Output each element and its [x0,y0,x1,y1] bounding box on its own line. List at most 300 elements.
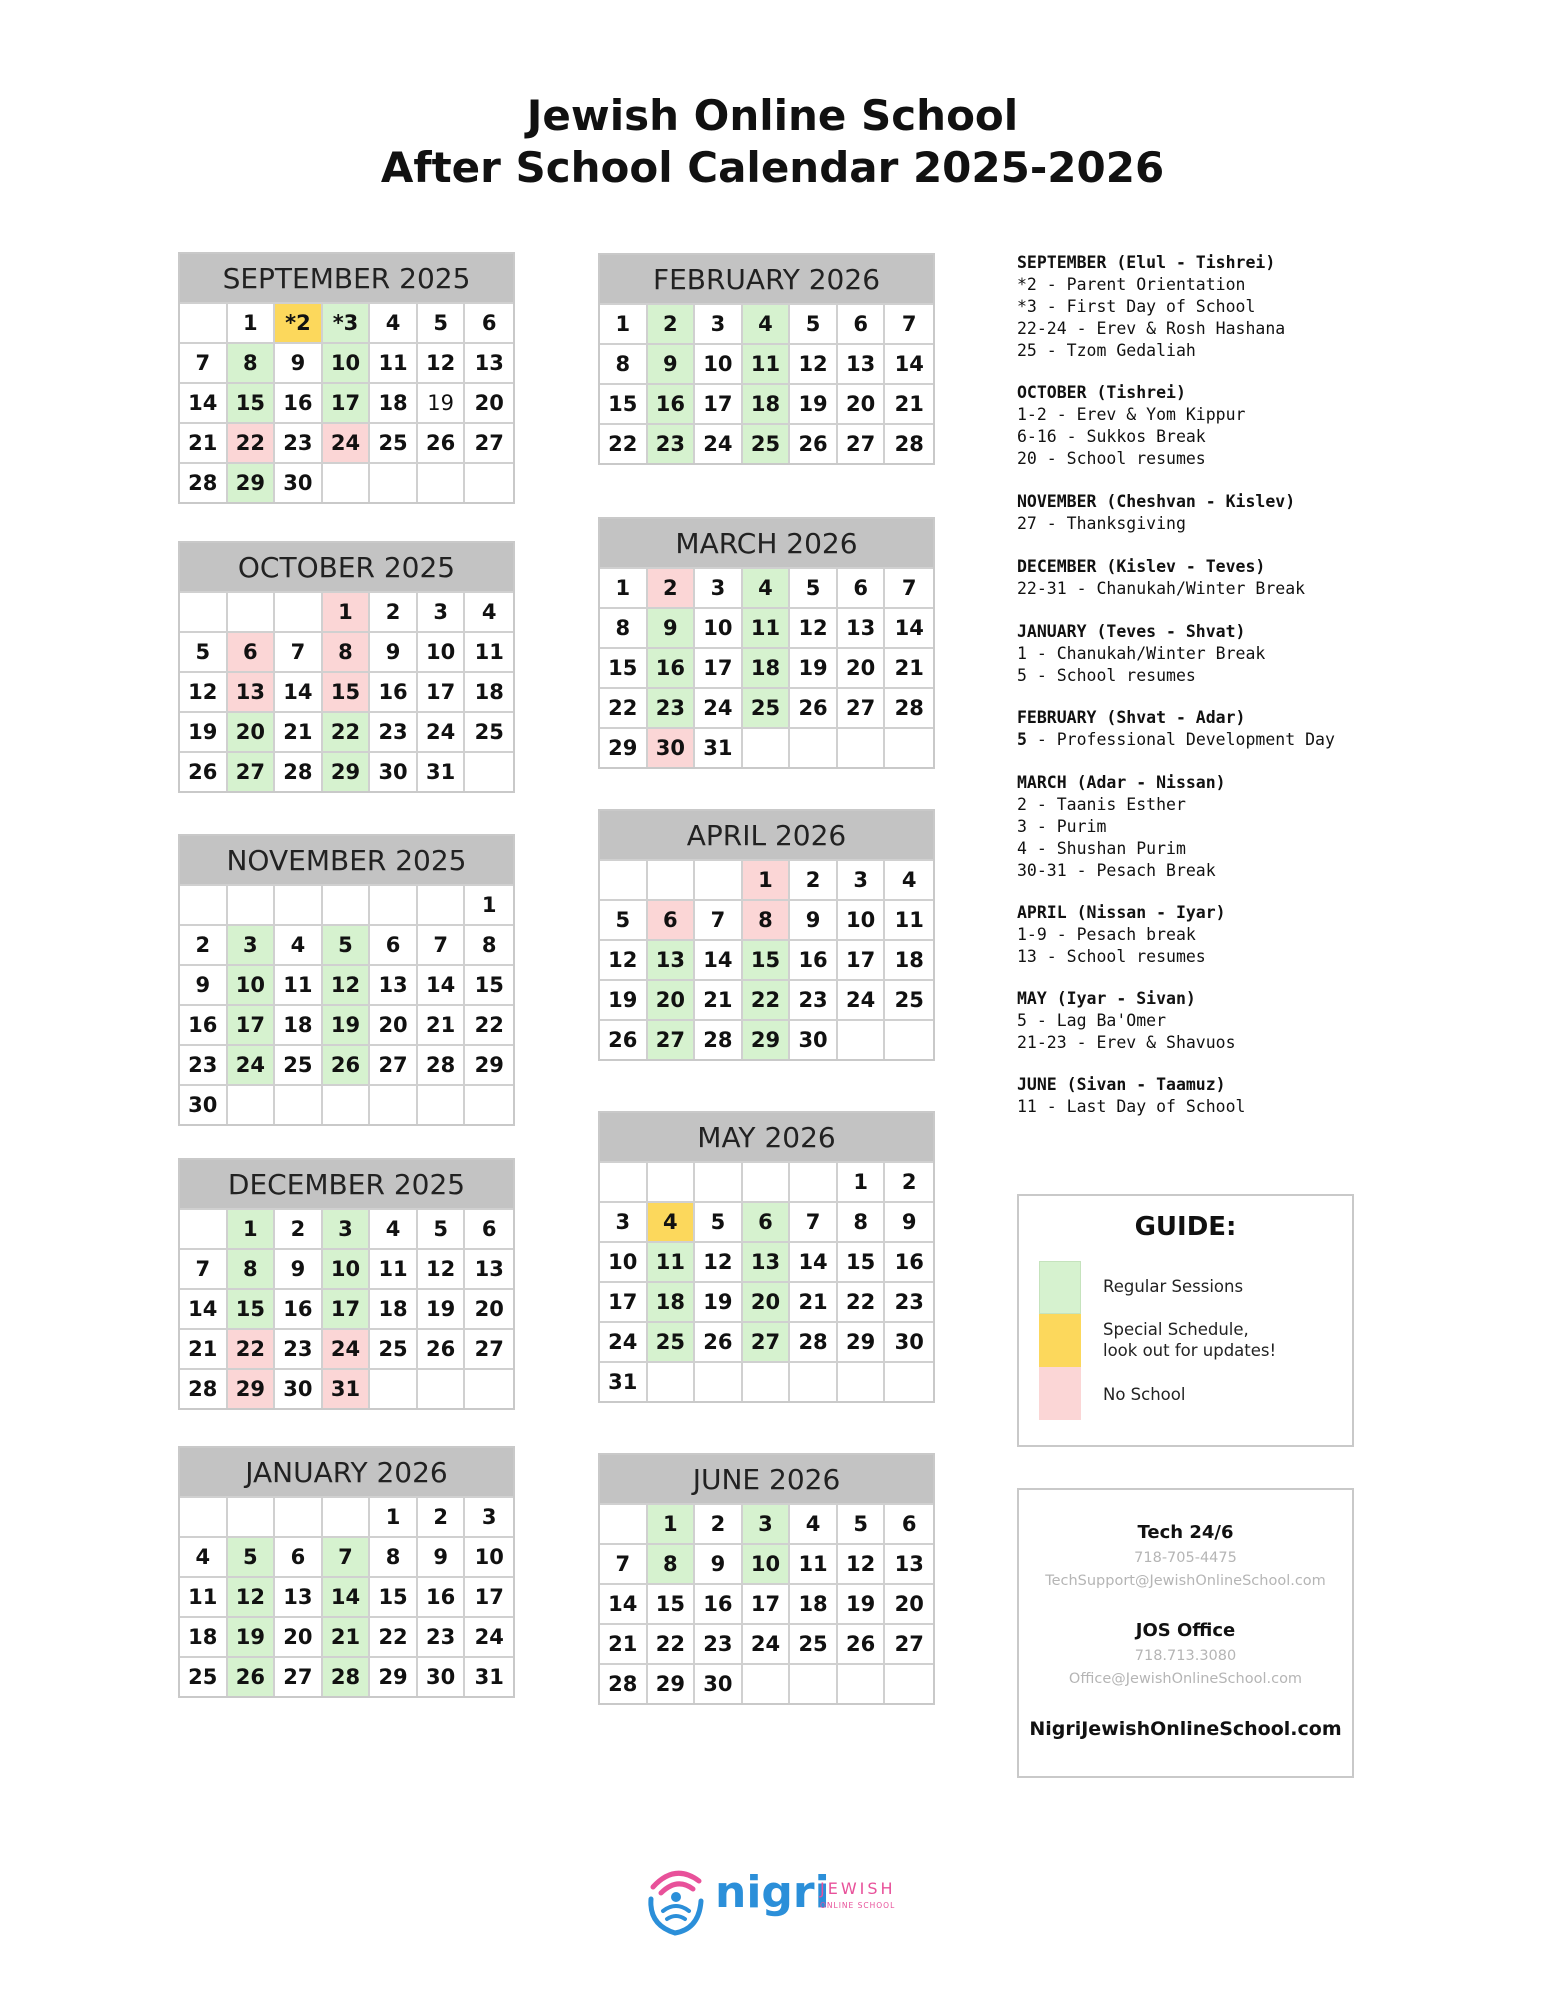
calendar-day: 26 [790,687,838,727]
office-email[interactable]: Office@JewishOnlineSchool.com [1068,1671,1303,1687]
calendar-day: 25 [743,687,791,727]
calendar-day: 23 [648,423,696,463]
calendar-day: 2 [648,303,696,343]
calendar-day: 26 [228,1656,276,1696]
calendar-day: 15 [228,1288,276,1328]
calendar-day: 9 [275,342,323,382]
empty-day-cell [743,1663,791,1703]
guide-special-label-2: look out for updates! [1103,1341,1277,1360]
calendar-day: 19 [180,711,228,751]
calendar-day: 13 [465,1248,513,1288]
empty-day-cell [600,1503,648,1543]
calendar-day: 17 [465,1576,513,1616]
calendar-day: 19 [695,1281,743,1321]
empty-day-cell [228,1496,276,1536]
empty-day-cell [465,462,513,502]
calendar-day: 1 [600,567,648,607]
note-may [1017,988,1437,1054]
calendar-day: 21 [323,1616,371,1656]
calendar-day: 23 [695,1623,743,1663]
month-grid [180,884,513,1124]
month-calendar-october [178,541,515,793]
calendar-day: 28 [323,1656,371,1696]
calendar-day: 23 [885,1281,933,1321]
note-heading: DECEMBER (Kislev - Teves) [1017,557,1266,576]
calendar-day: 9 [418,1536,466,1576]
calendar-day: 28 [600,1663,648,1703]
calendar-day: 25 [180,1656,228,1696]
calendar-day: 6 [885,1503,933,1543]
empty-day-cell [418,1084,466,1124]
calendar-day: 27 [465,422,513,462]
tech-support-title: Tech 24/6 [1137,1522,1234,1543]
calendar-day: 24 [743,1623,791,1663]
calendar-day: 23 [180,1044,228,1084]
month-calendar-april [598,809,935,1061]
calendar-day: 3 [600,1201,648,1241]
calendar-day: 25 [743,423,791,463]
calendar-day: 23 [418,1616,466,1656]
calendar-day: 4 [790,1503,838,1543]
calendar-day: 5 [695,1201,743,1241]
calendar-day: 9 [180,964,228,1004]
month-title: JUNE 2026 [600,1455,933,1503]
calendar-day: 10 [838,899,886,939]
empty-day-cell [418,462,466,502]
calendar-day: 14 [600,1583,648,1623]
special-schedule-swatch [1039,1314,1081,1367]
month-grid [600,1503,933,1703]
month-calendar-september [178,252,515,504]
note-line: 30-31 - Pesach Break [1017,861,1216,880]
empty-day-cell [323,1496,371,1536]
calendar-day: 5 [418,302,466,342]
calendar-day: 27 [838,687,886,727]
nigri-logo [637,1855,907,1940]
empty-day-cell [180,1496,228,1536]
calendar-day: 5 [180,631,228,671]
calendar-day: 2 [695,1503,743,1543]
note-line: 3 - Purim [1017,817,1107,836]
empty-day-cell [465,1084,513,1124]
calendar-day: 18 [370,382,418,422]
calendar-day: 9 [370,631,418,671]
calendar-day: 24 [228,1044,276,1084]
month-title: SEPTEMBER 2025 [180,254,513,302]
calendar-day: 21 [790,1281,838,1321]
calendar-day: 3 [695,567,743,607]
calendar-day: 11 [885,899,933,939]
empty-day-cell [790,1161,838,1201]
empty-day-cell [275,1496,323,1536]
calendar-day: 26 [323,1044,371,1084]
empty-day-cell [180,302,228,342]
calendar-day: 23 [370,711,418,751]
calendar-day: 19 [323,1004,371,1044]
calendar-day: 20 [228,711,276,751]
calendar-day: 4 [885,859,933,899]
calendar-day: 24 [600,1321,648,1361]
calendar-day: 19 [600,979,648,1019]
calendar-day: 21 [180,1328,228,1368]
calendar-day: 29 [600,727,648,767]
note-april [1017,902,1437,968]
calendar-day: 19 [228,1616,276,1656]
empty-day-cell [370,1368,418,1408]
calendar-day: 19 [790,647,838,687]
calendar-day: 20 [648,979,696,1019]
calendar-day: 18 [180,1616,228,1656]
calendar-day: 13 [838,343,886,383]
calendar-day: 20 [838,647,886,687]
calendar-day: 2 [275,1208,323,1248]
calendar-day: 3 [323,1208,371,1248]
calendar-day: 8 [228,1248,276,1288]
empty-day-cell [743,1361,791,1401]
logo-brand-text: nigri [715,1867,830,1918]
month-title: NOVEMBER 2025 [180,836,513,884]
calendar-day: 20 [743,1281,791,1321]
calendar-day: 26 [418,1328,466,1368]
note-heading: MAY (Iyar - Sivan) [1017,989,1196,1008]
month-title: OCTOBER 2025 [180,543,513,591]
empty-day-cell [743,727,791,767]
calendar-day: 27 [648,1019,696,1059]
calendar-day: 10 [600,1241,648,1281]
empty-day-cell [275,1084,323,1124]
calendar-day: *3 [323,302,371,342]
calendar-day: 7 [275,631,323,671]
calendar-day: 15 [465,964,513,1004]
note-line: 1-9 - Pesach break [1017,925,1196,944]
office-title: JOS Office [1135,1620,1236,1641]
calendar-day: 13 [648,939,696,979]
calendar-day: 2 [180,924,228,964]
calendar-day: 29 [370,1656,418,1696]
calendar-day: 21 [885,647,933,687]
empty-day-cell [838,1019,886,1059]
calendar-day: 5 [323,924,371,964]
calendar-day: 25 [790,1623,838,1663]
regular-session-swatch [1039,1261,1081,1314]
note-october [1017,382,1437,470]
guide-no-school-label: No School [1103,1385,1186,1404]
month-title: MARCH 2026 [600,519,933,567]
note-september [1017,252,1437,362]
calendar-day: 17 [323,382,371,422]
calendar-day: 8 [648,1543,696,1583]
calendar-day: 17 [228,1004,276,1044]
empty-day-cell [695,1161,743,1201]
month-title: DECEMBER 2025 [180,1160,513,1208]
calendar-day: 16 [275,382,323,422]
calendar-day: 15 [648,1583,696,1623]
calendar-day: 18 [885,939,933,979]
note-heading: JUNE (Sivan - Taamuz) [1017,1075,1226,1094]
note-line: 11 - Last Day of School [1017,1097,1246,1116]
calendar-day: 18 [465,671,513,711]
calendar-day: 20 [465,382,513,422]
note-heading: MARCH (Adar - Nissan) [1017,773,1226,792]
calendar-day: 6 [370,924,418,964]
note-line-text: - Professional Development Day [1026,730,1335,749]
calendar-day: 13 [743,1241,791,1281]
calendar-day: 26 [418,422,466,462]
calendar-day: 29 [743,1019,791,1059]
calendar-day: 29 [323,751,371,791]
calendar-day: 19 [418,382,466,422]
calendar-day: 25 [885,979,933,1019]
calendar-day: 11 [743,607,791,647]
calendar-day: 25 [370,1328,418,1368]
month-title: JANUARY 2026 [180,1448,513,1496]
calendar-day: 16 [790,939,838,979]
calendar-day: 22 [228,1328,276,1368]
calendar-day: 17 [838,939,886,979]
guide-special-label-1: Special Schedule, [1103,1320,1249,1339]
calendar-day: 26 [600,1019,648,1059]
calendar-day: 3 [465,1496,513,1536]
calendar-day: 28 [275,751,323,791]
calendar-day: 17 [323,1288,371,1328]
calendar-day: 1 [323,591,371,631]
calendar-day: 24 [695,687,743,727]
calendar-day: 6 [838,303,886,343]
calendar-day: 11 [465,631,513,671]
note-line: 6-16 - Sukkos Break [1017,427,1206,446]
calendar-day: 17 [418,671,466,711]
month-calendar-january [178,1446,515,1698]
calendar-day: 8 [600,343,648,383]
calendar-day: 10 [323,342,371,382]
calendar-day: 12 [180,671,228,711]
calendar-day: 15 [370,1576,418,1616]
calendar-day: 13 [838,607,886,647]
calendar-day: 24 [418,711,466,751]
calendar-day: 16 [275,1288,323,1328]
calendar-day: 14 [790,1241,838,1281]
calendar-day: 29 [228,1368,276,1408]
calendar-day: 7 [600,1543,648,1583]
calendar-day: 6 [465,302,513,342]
calendar-day: 27 [228,751,276,791]
calendar-day: 22 [648,1623,696,1663]
calendar-day: 30 [370,751,418,791]
empty-day-cell [885,1019,933,1059]
month-grid [180,1496,513,1696]
note-line [1017,729,1437,751]
calendar-day: 15 [838,1241,886,1281]
calendar-day: 4 [743,567,791,607]
note-heading: JANUARY (Teves - Shvat) [1017,622,1246,641]
calendar-day: 21 [418,1004,466,1044]
contact-info [1017,1488,1354,1778]
empty-day-cell [275,884,323,924]
calendar-day: 10 [465,1536,513,1576]
no-school-swatch [1039,1367,1081,1420]
calendar-day: 21 [180,422,228,462]
calendar-day: 18 [275,1004,323,1044]
calendar-day: 22 [370,1616,418,1656]
calendar-day: 12 [838,1543,886,1583]
month-grid [180,1208,513,1408]
calendar-day: 13 [275,1576,323,1616]
calendar-day: 18 [743,383,791,423]
calendar-day: 20 [885,1583,933,1623]
calendar-day: 1 [465,884,513,924]
calendar-day: 14 [695,939,743,979]
calendar-day: 8 [228,342,276,382]
month-grid [600,1161,933,1401]
month-title: MAY 2026 [600,1113,933,1161]
calendar-day: 1 [370,1496,418,1536]
note-heading: APRIL (Nissan - Iyar) [1017,903,1226,922]
calendar-day: 21 [885,383,933,423]
empty-day-cell [885,1663,933,1703]
note-line: *2 - Parent Orientation [1017,275,1246,294]
calendar-day: 2 [790,859,838,899]
calendar-day: 11 [790,1543,838,1583]
calendar-day: 13 [228,671,276,711]
calendar-day: 7 [418,924,466,964]
empty-day-cell [600,1161,648,1201]
calendar-day: 27 [885,1623,933,1663]
calendar-day: 22 [600,687,648,727]
calendar-day: 16 [648,383,696,423]
calendar-day: 7 [695,899,743,939]
calendar-day: 8 [600,607,648,647]
color-guide [1017,1194,1354,1447]
calendar-day: 17 [695,647,743,687]
empty-day-cell [228,884,276,924]
calendar-day: 30 [648,727,696,767]
calendar-day: 22 [323,711,371,751]
calendar-day: 13 [465,342,513,382]
calendar-day: 12 [228,1576,276,1616]
empty-day-cell [180,884,228,924]
calendar-day: 14 [418,964,466,1004]
calendar-day: 7 [180,342,228,382]
calendar-day: 23 [275,422,323,462]
month-calendar-may [598,1111,935,1403]
calendar-day: 26 [838,1623,886,1663]
note-bold-day: 5 [1017,730,1027,749]
website-link[interactable]: NigriJewishOnlineSchool.com [1029,1718,1342,1740]
calendar-day: 5 [600,899,648,939]
calendar-day: 28 [180,462,228,502]
calendar-day: 20 [465,1288,513,1328]
empty-day-cell [790,1361,838,1401]
calendar-day: 1 [228,1208,276,1248]
calendar-day: 1 [228,302,276,342]
calendar-day: 27 [370,1044,418,1084]
calendar-day: 8 [743,899,791,939]
empty-day-cell [790,1663,838,1703]
calendar-day: 4 [743,303,791,343]
calendar-day: 24 [695,423,743,463]
calendar-day: 28 [418,1044,466,1084]
calendar-day: 7 [180,1248,228,1288]
empty-day-cell [180,1208,228,1248]
calendar-day: 18 [648,1281,696,1321]
calendar-day: 4 [370,302,418,342]
note-june [1017,1074,1437,1118]
calendar-day: 9 [275,1248,323,1288]
month-grid [180,302,513,502]
calendar-day: 11 [275,964,323,1004]
note-line: 2 - Taanis Esther [1017,795,1186,814]
calendar-day: 16 [180,1004,228,1044]
calendar-day: 7 [885,303,933,343]
note-heading: SEPTEMBER (Elul - Tishrei) [1017,253,1276,272]
calendar-day: 27 [465,1328,513,1368]
calendar-day: 17 [695,383,743,423]
calendar-day: 9 [885,1201,933,1241]
calendar-day: 23 [275,1328,323,1368]
empty-day-cell [228,1084,276,1124]
calendar-day: 1 [600,303,648,343]
calendar-day: 6 [743,1201,791,1241]
calendar-day: 18 [790,1583,838,1623]
note-line: 21-23 - Erev & Shavuos [1017,1033,1236,1052]
calendar-day: 25 [648,1321,696,1361]
empty-day-cell [465,751,513,791]
calendar-day: 29 [648,1663,696,1703]
calendar-day: 16 [418,1576,466,1616]
calendar-day: 31 [418,751,466,791]
calendar-day: 12 [418,1248,466,1288]
calendar-day: 18 [743,647,791,687]
calendar-day: 7 [885,567,933,607]
calendar-day: 23 [648,687,696,727]
calendar-day: 3 [418,591,466,631]
calendar-day: 6 [465,1208,513,1248]
calendar-day: 28 [885,423,933,463]
calendar-day: 4 [275,924,323,964]
calendar-day: 7 [790,1201,838,1241]
note-line: 5 - Lag Ba'Omer [1017,1011,1167,1030]
calendar-day: 2 [370,591,418,631]
calendar-day: 30 [418,1656,466,1696]
calendar-day: 1 [648,1503,696,1543]
calendar-day: 14 [180,1288,228,1328]
calendar-day: 19 [790,383,838,423]
note-line: 1-2 - Erev & Yom Kippur [1017,405,1246,424]
calendar-day: 31 [695,727,743,767]
calendar-day: 8 [838,1201,886,1241]
calendar-day: 9 [648,343,696,383]
empty-day-cell [465,1368,513,1408]
calendar-day: 29 [465,1044,513,1084]
month-grid [180,591,513,791]
calendar-day: 10 [228,964,276,1004]
note-line: 27 - Thanksgiving [1017,514,1186,533]
calendar-day: 26 [180,751,228,791]
tech-support-email[interactable]: TechSupport@JewishOnlineSchool.com [1045,1573,1326,1589]
note-line: 20 - School resumes [1017,449,1206,468]
calendar-day: 2 [418,1496,466,1536]
calendar-day: 10 [695,607,743,647]
calendar-day: 15 [600,647,648,687]
calendar-day: 22 [228,422,276,462]
calendar-day: 11 [743,343,791,383]
calendar-day: 14 [275,671,323,711]
note-line: 22-24 - Erev & Rosh Hashana [1017,319,1286,338]
calendar-day: 11 [370,1248,418,1288]
empty-day-cell [600,859,648,899]
empty-day-cell [695,859,743,899]
calendar-day: 6 [228,631,276,671]
